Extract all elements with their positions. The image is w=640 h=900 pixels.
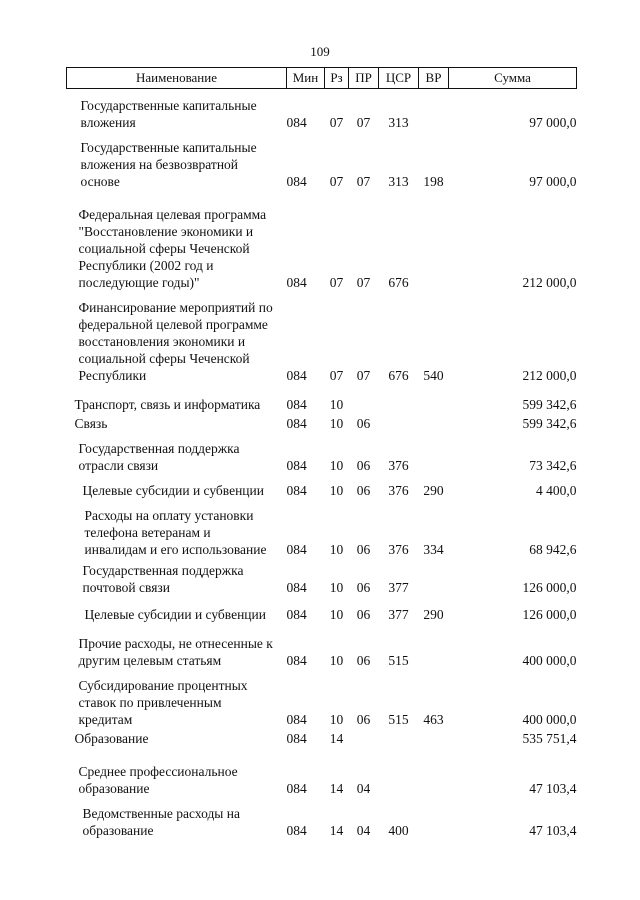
table-row — [67, 384, 577, 413]
row-pr: 04 — [356, 781, 371, 796]
page-number: 109 — [310, 44, 330, 59]
table-row — [67, 291, 577, 384]
row-csr: 676 — [388, 275, 409, 290]
table-row — [67, 669, 577, 728]
row-min: 084 — [286, 458, 307, 473]
row-vr — [419, 384, 449, 413]
table-row — [67, 728, 577, 747]
row-pr: 06 — [356, 712, 371, 727]
row-csr — [379, 413, 419, 432]
row-rz: 14 — [329, 823, 344, 838]
row-vr: 463 — [423, 712, 444, 727]
row-name: Государственная поддержка отрасли связи — [78, 441, 240, 473]
row-name: Прочие расходы, не отнесенные к другим целевым статьям — [78, 636, 273, 668]
row-sum: 535 751,4 — [522, 731, 577, 746]
row-csr: 515 — [388, 653, 409, 668]
row-sum: 599 342,6 — [522, 397, 577, 412]
row-pr: 07 — [356, 368, 371, 383]
row-sum: 400 000,0 — [522, 712, 577, 727]
row-pr: 06 — [356, 580, 371, 595]
row-csr: 515 — [388, 712, 409, 727]
row-name: Финансирование мероприятий по федеральной целевой программе восстановления экономики и социальной сферы Чеченской Республики — [78, 300, 273, 383]
row-rz: 10 — [329, 458, 344, 473]
row-csr — [379, 384, 419, 413]
row-name: Государственные капитальные вложения — [80, 98, 257, 130]
row-vr — [419, 623, 449, 669]
row-vr: 290 — [423, 607, 444, 622]
row-min: 084 — [286, 731, 307, 746]
row-csr: 376 — [388, 458, 409, 473]
row-sum: 47 103,4 — [529, 781, 577, 796]
row-min: 084 — [286, 823, 307, 838]
table-row — [67, 432, 577, 474]
row-pr — [349, 728, 379, 747]
row-vr: 540 — [423, 368, 444, 383]
row-name: Государственная поддержка почтовой связи — [82, 563, 244, 595]
row-vr — [419, 797, 449, 839]
row-min: 084 — [286, 542, 307, 557]
row-min: 084 — [286, 781, 307, 796]
row-csr: 676 — [388, 368, 409, 383]
row-pr: 06 — [356, 458, 371, 473]
row-pr: 06 — [356, 416, 371, 431]
row-rz: 10 — [329, 653, 344, 668]
row-name: Целевые субсидии и субвенции — [84, 607, 266, 622]
row-min: 084 — [286, 483, 307, 498]
row-sum: 47 103,4 — [529, 823, 577, 838]
row-pr: 07 — [356, 115, 371, 130]
table-row — [67, 131, 577, 190]
row-csr: 313 — [388, 115, 409, 130]
row-vr — [419, 89, 449, 132]
table-row — [67, 499, 577, 558]
header-pr: ПР — [349, 68, 379, 89]
row-csr — [379, 747, 419, 797]
row-pr: 07 — [356, 275, 371, 290]
row-rz: 07 — [329, 174, 344, 189]
table-row — [67, 474, 577, 499]
row-vr — [419, 747, 449, 797]
row-csr: 377 — [388, 607, 409, 622]
row-min: 084 — [286, 580, 307, 595]
row-sum: 4 400,0 — [536, 483, 577, 498]
row-csr: 377 — [388, 580, 409, 595]
row-pr: 07 — [356, 174, 371, 189]
row-rz: 10 — [329, 712, 344, 727]
row-pr: 06 — [356, 542, 371, 557]
row-csr: 376 — [388, 542, 409, 557]
header-sum: Сумма — [449, 68, 577, 89]
row-sum: 400 000,0 — [522, 653, 577, 668]
row-sum: 126 000,0 — [522, 607, 577, 622]
row-csr: 313 — [388, 174, 409, 189]
row-min: 084 — [286, 607, 307, 622]
header-min: Мин — [287, 68, 325, 89]
row-min: 084 — [286, 416, 307, 431]
table-row — [67, 558, 577, 596]
row-pr: 06 — [356, 483, 371, 498]
table-row — [67, 747, 577, 797]
row-min: 084 — [286, 397, 307, 412]
row-sum: 212 000,0 — [522, 275, 577, 290]
budget-table — [66, 67, 577, 839]
row-vr — [419, 413, 449, 432]
row-min: 084 — [286, 712, 307, 727]
row-sum: 126 000,0 — [522, 580, 577, 595]
row-csr: 376 — [388, 483, 409, 498]
table-row — [67, 623, 577, 669]
row-vr: 198 — [423, 174, 444, 189]
row-csr: 400 — [388, 823, 409, 838]
row-sum: 599 342,6 — [522, 416, 577, 431]
row-rz: 07 — [329, 275, 344, 290]
table-body — [67, 89, 577, 840]
row-pr: 04 — [356, 823, 371, 838]
row-name: Государственные капитальные вложения на безвозвратной основе — [80, 140, 257, 189]
table-header-row — [67, 68, 577, 89]
row-sum: 97 000,0 — [529, 174, 577, 189]
row-rz: 10 — [329, 607, 344, 622]
row-rz: 10 — [329, 542, 344, 557]
row-min: 084 — [286, 174, 307, 189]
row-min: 084 — [286, 368, 307, 383]
row-sum: 212 000,0 — [522, 368, 577, 383]
row-min: 084 — [286, 653, 307, 668]
row-name: Целевые субсидии и субвенции — [82, 483, 264, 498]
table-row — [67, 89, 577, 132]
row-vr: 290 — [423, 483, 444, 498]
row-name: Среднее профессиональное образование — [78, 764, 238, 796]
row-sum: 73 342,6 — [529, 458, 577, 473]
row-name: Образование — [74, 731, 149, 746]
row-vr — [419, 190, 449, 291]
row-rz: 14 — [329, 731, 344, 746]
row-vr: 334 — [423, 542, 444, 557]
row-rz: 07 — [329, 115, 344, 130]
row-sum: 97 000,0 — [529, 115, 577, 130]
row-min: 084 — [286, 115, 307, 130]
row-sum: 68 942,6 — [529, 542, 577, 557]
row-vr — [419, 728, 449, 747]
table-row — [67, 190, 577, 291]
header-csr: ЦСР — [379, 68, 419, 89]
header-rz: Рз — [325, 68, 349, 89]
row-min: 084 — [286, 275, 307, 290]
table-row — [67, 596, 577, 623]
table-row — [67, 797, 577, 839]
row-name: Транспорт, связь и информатика — [74, 397, 261, 412]
row-rz: 10 — [329, 483, 344, 498]
row-rz: 14 — [329, 781, 344, 796]
row-csr — [379, 728, 419, 747]
row-pr: 06 — [356, 607, 371, 622]
row-vr — [419, 558, 449, 596]
row-pr — [349, 384, 379, 413]
header-name: Наименование — [67, 68, 287, 89]
row-rz: 07 — [329, 368, 344, 383]
row-name: Связь — [74, 416, 108, 431]
row-name: Федеральная целевая программа "Восстановление экономики и социальной сферы Чеченской Республики (2002 год и последующие годы)" — [78, 207, 267, 290]
table-row — [67, 413, 577, 432]
row-name: Ведомственные расходы на образование — [82, 806, 240, 838]
row-name: Расходы на оплату установки телефона ветеранам и инвалидам и его использование — [84, 508, 267, 557]
row-pr: 06 — [356, 653, 371, 668]
row-rz: 10 — [329, 580, 344, 595]
row-name: Субсидирование процентных ставок по привлеченным кредитам — [78, 678, 248, 727]
row-rz: 10 — [329, 397, 344, 412]
row-rz: 10 — [329, 416, 344, 431]
header-vr: ВР — [419, 68, 449, 89]
row-vr — [419, 432, 449, 474]
